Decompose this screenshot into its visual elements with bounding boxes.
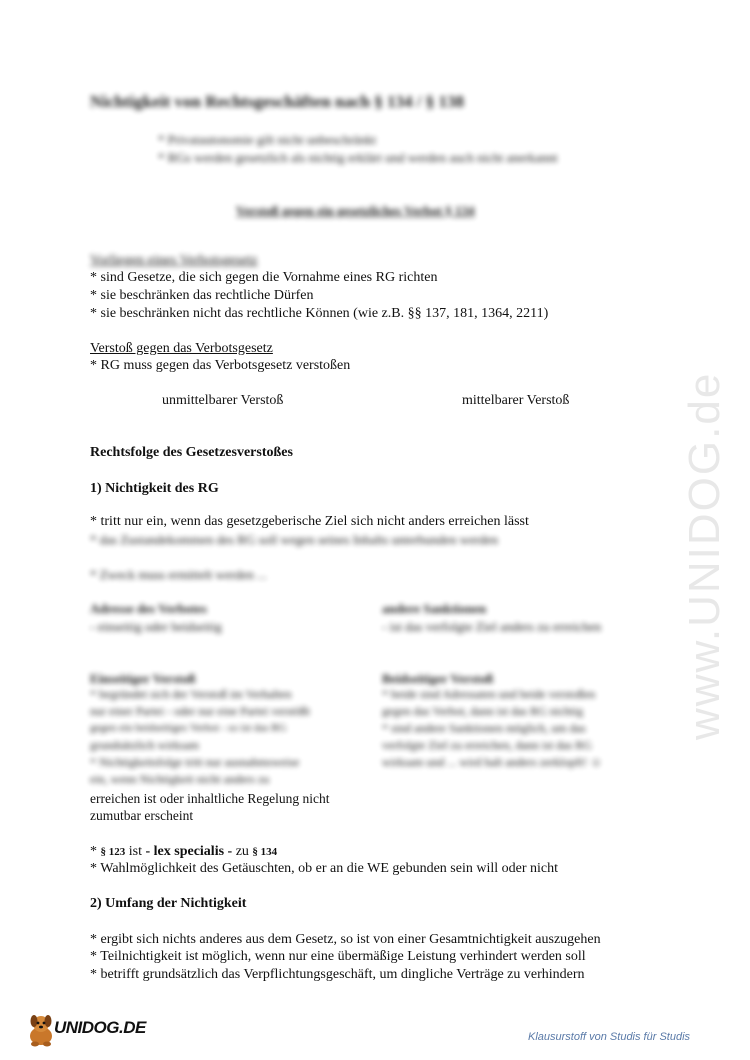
lex-p134: § 134	[252, 846, 278, 858]
rechtsfolge-heading: Rechtsfolge des Gesetzesverstoßes	[90, 445, 293, 460]
sanktionen-line: - ist das verfolgte Ziel anders zu erreichen	[382, 619, 602, 634]
einseitig-line-5: * Nichtigkeitsfolge tritt nur ausnahmsweise	[90, 755, 300, 769]
lex-zu: zu	[232, 844, 253, 859]
beidseitig-line-1: * beide sind Adressaten und beide verstoßen	[382, 687, 596, 701]
unidog-logo[interactable]	[24, 1010, 164, 1050]
einseitig-clear-1: erreichen ist oder inhaltliche Regelung nicht	[90, 791, 330, 806]
sanktionen-heading: andere Sanktionen	[382, 601, 487, 616]
einseitig-line-1: * begründet sich der Verstoß im Verhalten	[90, 687, 292, 701]
lex-line-2: * Wahlmöglichkeit des Getäuschten, ob er an die WE gebunden sein will oder nicht	[90, 861, 559, 876]
beidseitig-heading: Beidseitiger Verstoß	[382, 671, 494, 686]
verbotsgesetz-heading: Vorliegen eines Verbotsgesetz	[90, 253, 258, 268]
beidseitig-line-2: gegen das Verbot, dann ist das RG nichtig	[382, 704, 584, 718]
footer-tagline: Klausurstoff von Studis für Studis	[528, 1031, 691, 1043]
section-heading: Verstoß gegen ein gesetzliches Verbot § 134	[236, 203, 475, 218]
einseitig-clear-2: zumutbar erscheint	[90, 808, 194, 823]
watermark	[680, 260, 740, 740]
nichtigkeit-heading: 1) Nichtigkeit des RG	[90, 481, 219, 496]
einseitig-line-4: grundsätzlich wirksam	[90, 738, 199, 752]
intro-bullet-1: * Privatautonomie gilt nicht unbeschränkt	[158, 132, 377, 147]
beidseitig-line-5: wirksam und ... wird halt anders zerklopft! ☺	[382, 755, 603, 769]
logo-text: UNIDOG.DE	[54, 1018, 146, 1037]
umfang-line-3: * betrifft grundsätzlich das Verpflichtungsgeschäft, um dingliche Verträge zu verhindern	[90, 967, 585, 982]
umfang-heading: 2) Umfang der Nichtigkeit	[90, 896, 247, 911]
verbotsgesetz-line-2: * sie beschränken das rechtliche Dürfen	[90, 288, 314, 303]
lex-specialis: - lex specialis -	[145, 844, 233, 859]
lex-ist: ist	[125, 844, 146, 859]
lex-prefix: *	[90, 844, 101, 859]
beidseitig-line-4: verfolgte Ziel zu erreichen, dann ist das RG	[382, 738, 592, 752]
einseitig-line-2: nur einer Partei - oder nur eine Partei verstößt	[90, 704, 310, 718]
einseitig-heading: Einseitiger Verstoß	[90, 671, 196, 686]
lex-p123: § 123	[100, 846, 126, 858]
verbotsgesetz-line-3: * sie beschränken nicht das rechtliche Können (wie z.B. §§ 137, 181, 1364, 2211)	[90, 306, 549, 321]
umfang-line-1: * ergibt sich nichts anderes aus dem Gesetz, so ist von einer Gesamtnichtigkeit auszugehen	[90, 932, 601, 947]
lex-specialis-line	[90, 843, 277, 861]
einseitig-line-3: gegen ein beidseitiges Verbot - so ist das RG	[90, 722, 287, 734]
nichtigkeit-line-2: * das Zustandekommen des RG soll wegen seines Inhalts unterbunden werden	[90, 532, 498, 547]
verstoss-mittelbar: mittelbarer Verstoß	[462, 393, 570, 408]
dog-icon	[24, 1012, 58, 1048]
watermark-text: www.UNIDOG.de	[680, 371, 729, 740]
verstoss-heading: Verstoß gegen das Verbotsgesetz	[90, 341, 273, 356]
nichtigkeit-line-1: * tritt nur ein, wenn das gesetzgeberische Ziel sich nicht anders erreichen lässt	[90, 514, 529, 529]
verbotsgesetz-line-1: * sind Gesetze, die sich gegen die Vornahme eines RG richten	[90, 270, 438, 285]
beidseitig-line-3: * sind andere Sanktionen möglich, um das	[382, 721, 586, 735]
document-title: Nichtigkeit von Rechtsgeschäften nach § 134 / § 138	[90, 92, 464, 111]
verstoss-line: * RG muss gegen das Verbotsgesetz verstoßen	[90, 358, 351, 373]
intro-bullet-2: * RGs werden gesetzlich als nichtig erklärt und werden auch nicht anerkannt	[158, 150, 558, 165]
adresse-line: - einseitig oder beidseitig	[90, 619, 222, 634]
adresse-heading: Adresse des Verbotes	[90, 601, 207, 616]
umfang-line-2: * Teilnichtigkeit ist möglich, wenn nur eine übermäßige Leistung verhindert werden soll	[90, 949, 586, 964]
einseitig-line-6: ein, wenn Nichtigkeit nicht anders zu	[90, 772, 270, 786]
verstoss-unmittelbar: unmittelbarer Verstoß	[162, 393, 284, 408]
nichtigkeit-line-3: * Zweck muss ermittelt werden ...	[90, 567, 267, 582]
